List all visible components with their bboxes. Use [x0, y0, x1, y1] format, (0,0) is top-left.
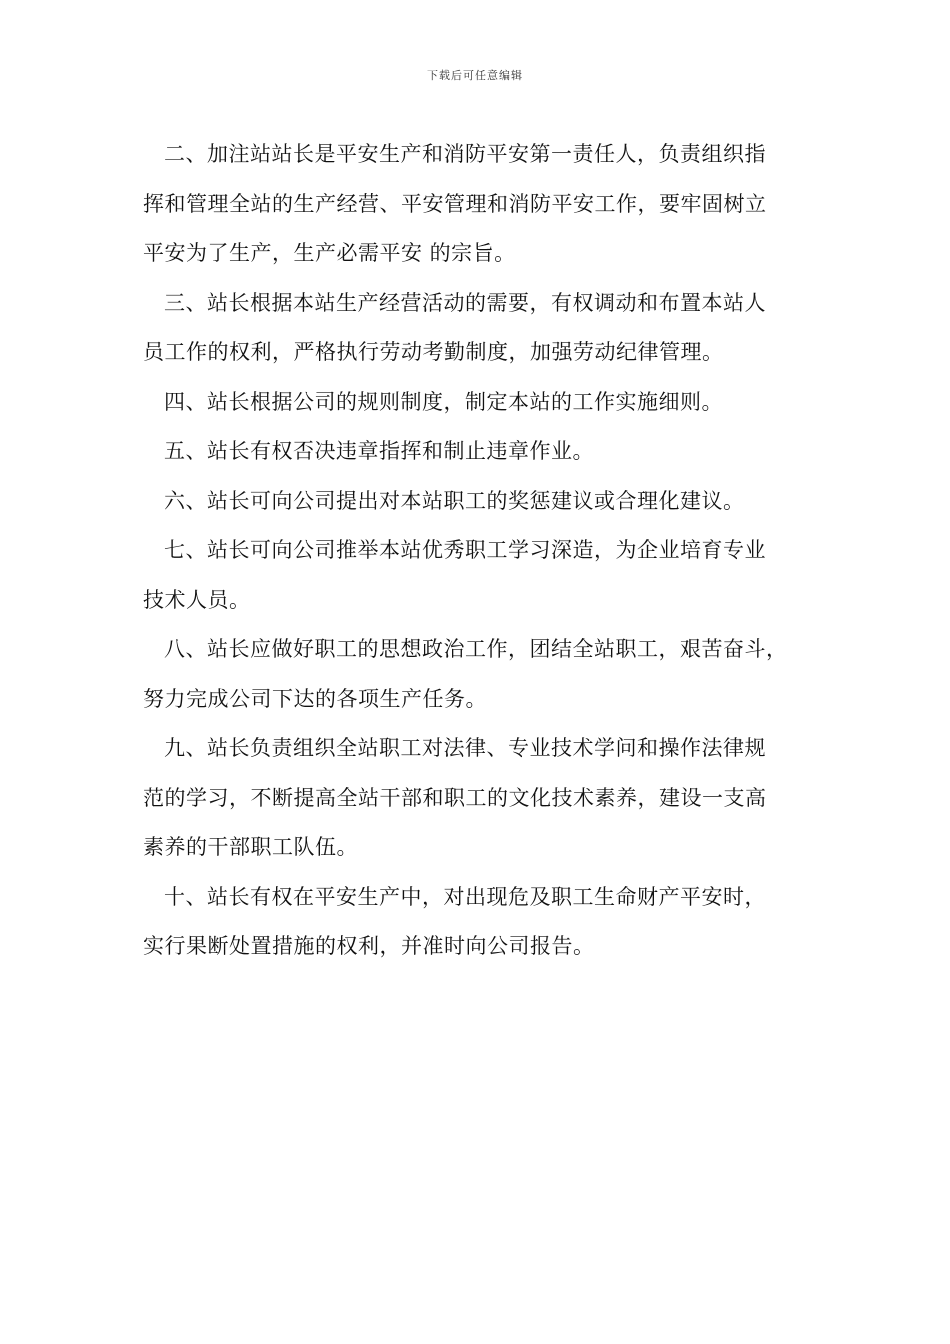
paragraph-line: 二、加注站站长是平安生产和消防平安第一责任人，负责组织指 — [164, 142, 766, 166]
paragraph-2 — [143, 130, 823, 279]
paragraph-line: 努力完成公司下达的各项生产任务。 — [143, 686, 487, 711]
paragraph-line: 四、站长根据公司的规则制度，制定本站的工作实施细则。 — [164, 389, 723, 414]
paragraph-3 — [143, 279, 823, 378]
paragraph-line: 九、站长负责组织全站职工对法律、专业技术学问和操作法律规 — [164, 736, 766, 760]
paragraph-line: 三、站长根据本站生产经营活动的需要，有权调动和布置本站人 — [164, 290, 766, 315]
paragraph-6 — [143, 477, 823, 527]
paragraph-10 — [143, 873, 823, 972]
paragraph-4 — [143, 378, 823, 428]
paragraph-5 — [143, 427, 823, 477]
paragraph-9 — [143, 724, 823, 873]
paragraph-line: 技术人员。 — [143, 587, 251, 612]
paragraph-line: 实行果断处置措施的权利，并准时向公司报告。 — [143, 934, 595, 958]
paragraph-line: 平安为了生产，生产必需平安 的宗旨。 — [143, 241, 516, 265]
document-body — [143, 130, 823, 972]
paragraph-line: 挥和管理全站的生产经营、平安管理和消防平安工作，要牢固树立 — [143, 191, 767, 216]
paragraph-line: 十、站长有权在平安生产中，对出现危及职工生命财产平安时， — [164, 884, 766, 909]
paragraph-line: 素养的干部职工队伍。 — [143, 835, 358, 859]
paragraph-line: 六、站长可向公司提出对本站职工的奖惩建议或合理化建议。 — [164, 488, 745, 513]
paragraph-line: 范的学习，不断提高全站干部和职工的文化技术素养，建设一支高 — [143, 785, 767, 810]
paragraph-line: 五、站长有权否决违章指挥和制止违章作业。 — [164, 439, 594, 463]
paragraph-7 — [143, 526, 823, 625]
paragraph-line: 员工作的权利，严格执行劳动考勤制度，加强劳动纪律管理。 — [143, 340, 724, 364]
paragraph-8 — [143, 625, 823, 724]
paragraph-line: 八、站长应做好职工的思想政治工作，团结全站职工，艰苦奋斗， — [164, 637, 788, 661]
page-header: 下载后可任意编辑 — [427, 69, 523, 82]
paragraph-line: 七、站长可向公司推举本站优秀职工学习深造，为企业培育专业 — [164, 538, 766, 562]
